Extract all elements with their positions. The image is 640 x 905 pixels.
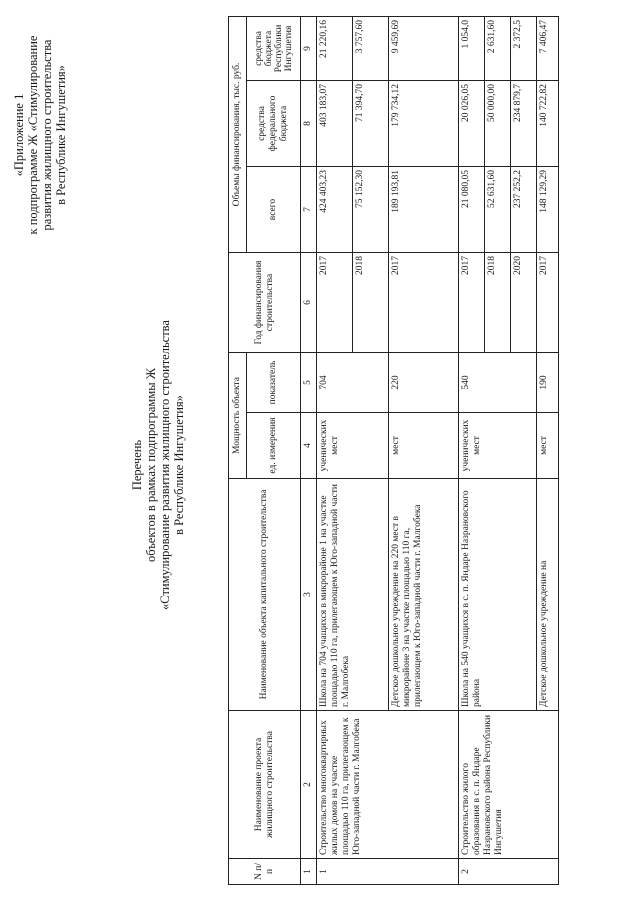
republic-cell: 21 220,16	[317, 17, 353, 81]
year-cell: 2017	[317, 253, 353, 353]
table-row	[317, 17, 353, 885]
document-title	[130, 255, 186, 675]
project-name: Строительство жилого образования в с. п. Яндаре Назрановского района Республики Ингушетия	[459, 711, 559, 859]
table-row	[459, 17, 485, 885]
appendix-line: развития жилищного строительства	[40, 39, 54, 231]
column-number: 4	[301, 413, 317, 479]
federal-cell: 179 734,12	[389, 81, 459, 167]
object-name: Детское дошкольное учреждение на 220 мест в микрорайоне 3 на участке площадью 110 га, прилегающем к Юго-западной части г. Малгобека	[389, 479, 459, 711]
header-unit: ед. измерения	[247, 413, 301, 479]
total-cell: 75 152,30	[353, 167, 389, 253]
project-name: Строительство многоквартирных жилых домов на участке площадью 110 га, прилегающем к Юго-западной части г. Малгобека	[317, 711, 459, 859]
republic-cell: 9 459,69	[389, 17, 459, 81]
object-name: Школа на 540 учащихся в с. п. Яндаре Назрановского района	[459, 479, 537, 711]
column-number: 5	[301, 353, 317, 413]
total-cell: 424 403,23	[317, 167, 353, 253]
appendix-line: к подпрограмме Ж «Стимулирование	[26, 35, 40, 235]
header-project: Наименование проекта жилищного строительства	[229, 711, 301, 859]
header-republic: средства бюджета Республики Ингушетия	[247, 17, 301, 81]
column-number-row	[301, 17, 317, 885]
header-year: Год финансирования строительства	[229, 253, 301, 353]
title-line: «Стимулирование развития жилищного строительства	[158, 320, 172, 610]
federal-cell: 50 000,00	[485, 81, 511, 167]
unit-cell: мест	[389, 413, 459, 479]
appendix-line: в Республике Ингушетия»	[54, 65, 68, 205]
column-number: 7	[301, 167, 317, 253]
title-line: Перечень	[130, 439, 144, 491]
year-cell: 2018	[353, 253, 389, 353]
republic-cell: 7 406,47	[537, 17, 559, 81]
year-cell: 2017	[389, 253, 459, 353]
year-cell: 2020	[511, 253, 537, 353]
header-federal: средства федерального бюджета	[247, 81, 301, 167]
year-cell: 2017	[537, 253, 559, 353]
column-number: 1	[301, 859, 317, 885]
column-number: 3	[301, 479, 317, 711]
total-cell: 148 129,29	[537, 167, 559, 253]
federal-cell: 71 394,70	[353, 81, 389, 167]
header-indicator: показатель	[247, 353, 301, 413]
appendix-line: «Приложение 1	[12, 93, 26, 177]
unit-cell: ученических мест	[459, 413, 537, 479]
republic-cell: 2 372,5	[511, 17, 537, 81]
title-line: в Республике Ингушетия»	[172, 395, 186, 535]
federal-cell: 403 183,07	[317, 81, 353, 167]
indicator-cell: 220	[389, 353, 459, 413]
year-cell: 2017	[459, 253, 485, 353]
header-funding: Объемы финансирования, тыс. руб.	[229, 17, 247, 253]
objects-table	[228, 16, 559, 885]
indicator-cell: 704	[317, 353, 389, 413]
year-cell: 2018	[485, 253, 511, 353]
unit-cell: ученических мест	[317, 413, 389, 479]
federal-cell: 234 879,7	[511, 81, 537, 167]
federal-cell: 140 722,82	[537, 81, 559, 167]
republic-cell: 2 631,60	[485, 17, 511, 81]
appendix-header	[12, 25, 68, 245]
unit-cell: мест	[537, 413, 559, 479]
total-cell: 189 193,81	[389, 167, 459, 253]
total-cell: 21 080,05	[459, 167, 485, 253]
column-number: 6	[301, 253, 317, 353]
row-num: 1	[317, 859, 459, 885]
indicator-cell: 190	[537, 353, 559, 413]
republic-cell: 3 757,60	[353, 17, 389, 81]
indicator-cell: 540	[459, 353, 537, 413]
object-name: Детское дошкольное учреждение на	[537, 479, 559, 711]
column-number: 2	[301, 711, 317, 859]
total-cell: 52 631,60	[485, 167, 511, 253]
header-total: всего	[247, 167, 301, 253]
column-number: 9	[301, 17, 317, 81]
column-number: 8	[301, 81, 317, 167]
total-cell: 237 252,2	[511, 167, 537, 253]
header-capacity: Мощность объекта	[229, 353, 247, 479]
header-object: Наименование объекта капитального строительства	[229, 479, 301, 711]
object-name: Школа на 704 учащихся в микрорайоне 1 на участке площадью 110 га, прилегающем к Юго-западной части г. Малгобека	[317, 479, 389, 711]
row-num: 2	[459, 859, 559, 885]
title-line: объектов в рамках подпрограммы Ж	[144, 368, 158, 562]
header-num: N п/п	[229, 859, 301, 885]
federal-cell: 20 026,05	[459, 81, 485, 167]
republic-cell: 1 054,0	[459, 17, 485, 81]
